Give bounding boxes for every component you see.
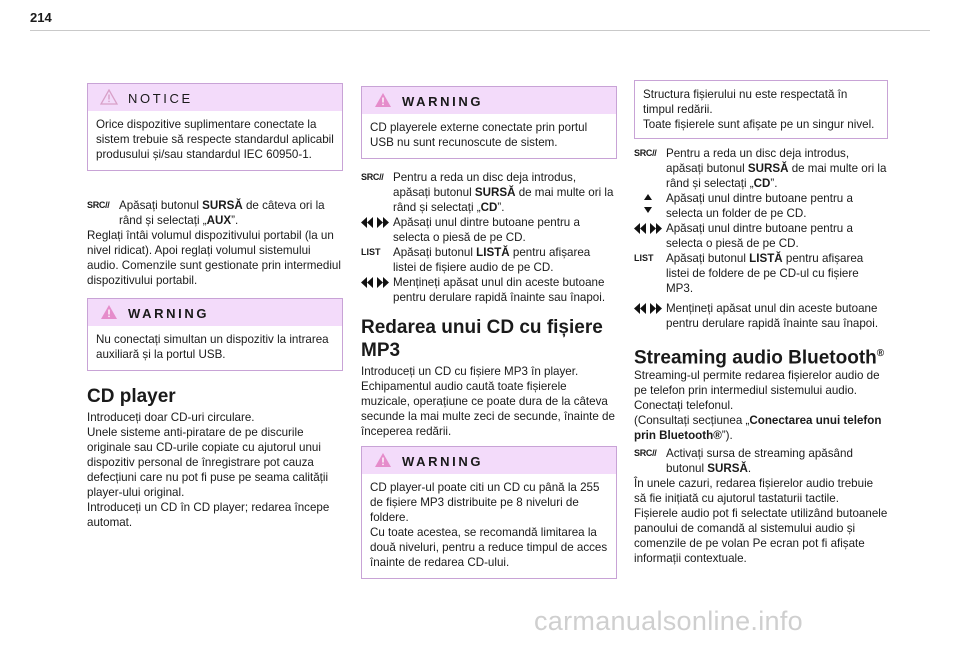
step-select-folder: Apăsați unul dintre butoane pentru a selecta un folder de pe CD. <box>634 191 888 221</box>
warning-header <box>362 447 616 474</box>
warning-text: CD player-ul poate citi un CD cu până la 255 de fișiere MP3 distribuite pe 8 niveluri de foldere. Cu toate acestea, se recomandă limitarea la două niveluri, pentru a reduce timpul de acces înainte de redarea CD-ului. <box>370 481 608 569</box>
step-activate-streaming: SRC// Activați sursa de streaming apăsând butonul SURSĂ. <box>634 447 853 475</box>
warning-box-mp3 <box>361 446 617 579</box>
warning-title: WARNING <box>128 306 210 321</box>
warning-outline-icon <box>100 89 118 105</box>
seek-buttons-icon <box>361 277 389 288</box>
info-text: Structura fișierului nu este respectată în timpul redării. Toate fișierele sunt afișate pe un singur nivel. <box>643 88 875 131</box>
bluetooth-text: În unele cazuri, redarea fișierelor audio trebuie să fie inițiată cu ajutorul tastaturii tactile. Fișierele audio pot fi selectate utilizând butoanele panoului de comandă al sistemului audio și comenzile de pe volan Pe ecran pot fi afișate informații contextuale. <box>634 477 888 565</box>
step-list-folders: LIST Apăsați butonul LISTĂ pentru afișarea listei de foldere de pe CD-ul cu fișiere MP3. <box>634 252 864 295</box>
aux-step: SRC// Apăsați butonul SURSĂ de câteva ori la rând și selectați „AUX”. <box>87 199 325 227</box>
source-button-icon: SRC// <box>87 200 110 210</box>
mp3-text: Introduceți un CD cu fișiere MP3 în player. Echipamentul audio caută toate fișierele muzicale, operațiune ce poate dura de la câteva secunde la mai multe zeci de secunde, înainte de începerea redării. <box>361 365 615 438</box>
list-button-icon: LIST <box>634 253 654 263</box>
cd-player-heading: CD player <box>87 386 176 407</box>
warning-header <box>88 299 342 326</box>
warning-header <box>362 87 616 114</box>
warning-text: Nu conectați simultan un dispozitiv la intrarea auxiliară și la portul USB. <box>96 333 329 361</box>
step-select-track: Apăsați unul dintre butoane pentru a selecta o piesă de pe CD. <box>634 221 888 251</box>
seek-buttons-icon <box>634 303 662 314</box>
step-fast-seek: Mențineți apăsat unul din aceste butoane pentru derulare rapidă înainte sau înapoi. <box>634 301 888 331</box>
source-button-icon: SRC// <box>361 172 384 182</box>
warning-icon <box>374 452 392 468</box>
warning-title: WARNING <box>402 94 484 109</box>
bluetooth-intro: Streaming-ul permite redarea fișierelor audio de pe telefon prin intermediul sistemului audio. Conectați telefonul. (Consultați secțiunea „Conectarea unui telefon prin Bluetooth®”). <box>634 369 882 442</box>
notice-text: Orice dispozitive suplimentare conectate la sistem trebuie să respecte standardul aplicabil produsului și/sau standardul IEC 60950-1. <box>96 118 334 161</box>
step-play-cd-mp3: SRC// Pentru a reda un disc deja introdus, apăsați butonul SURSĂ de mai multe ori la rând și selectați „CD”. <box>634 147 887 190</box>
notice-box <box>87 83 343 171</box>
seek-buttons-icon <box>361 217 389 228</box>
aux-text: Reglați întâi volumul dispozitivului portabil (la un nivel ridicat). Apoi reglați volumul sistemului audio. Comenzile sunt gestionate prin intermediul dispozitivului portabil. <box>87 229 341 287</box>
source-button-icon: SRC// <box>634 148 657 158</box>
step-list: LIST Apăsați butonul LISTĂ pentru afișarea listei de fișiere audio de pe CD. <box>361 246 591 274</box>
watermark: carmanualsonline.info <box>534 606 803 636</box>
bluetooth-heading: Streaming audio Bluetooth® <box>634 347 885 369</box>
notice-title: NOTICE <box>128 91 193 106</box>
step-select-track: Apăsați unul dintre butoane pentru a selecta o piesă de pe CD. <box>361 215 615 245</box>
warning-icon <box>374 92 392 108</box>
seek-buttons-icon <box>634 223 662 234</box>
header-rule <box>30 30 930 31</box>
step-fast-seek: Mențineți apăsat unul din aceste butoane pentru derulare rapidă înainte sau înapoi. <box>361 275 615 305</box>
up-down-buttons-icon <box>634 193 662 217</box>
info-box <box>634 80 888 139</box>
warning-icon <box>100 304 118 320</box>
warning-box <box>87 298 343 371</box>
source-button-icon: SRC// <box>634 448 657 458</box>
warning-text: CD playerele externe conectate prin portul USB nu sunt recunoscute de sistem. <box>370 121 588 149</box>
list-button-icon: LIST <box>361 247 381 257</box>
notice-header <box>88 84 342 111</box>
cd-player-text: Introduceți doar CD-uri circulare. Unele sisteme anti-piratare de pe discurile originale sau CD-urile copiate cu ajutorul unui dispozitiv personal de înregistrare pot cauza defecțiuni care nu pot fi puse pe seama calității player-ului original. Introduceți un CD în CD player; redarea începe automat. <box>87 411 330 529</box>
page-number: 214 <box>30 10 52 25</box>
mp3-heading: Redarea unui CD cu fișiere MP3 <box>361 317 603 361</box>
warning-title: WARNING <box>402 454 484 469</box>
warning-box-usb <box>361 86 617 159</box>
step-play-cd: SRC// Pentru a reda un disc deja introdus, apăsați butonul SURSĂ de mai multe ori la rând și selectați „CD”. <box>361 171 614 214</box>
